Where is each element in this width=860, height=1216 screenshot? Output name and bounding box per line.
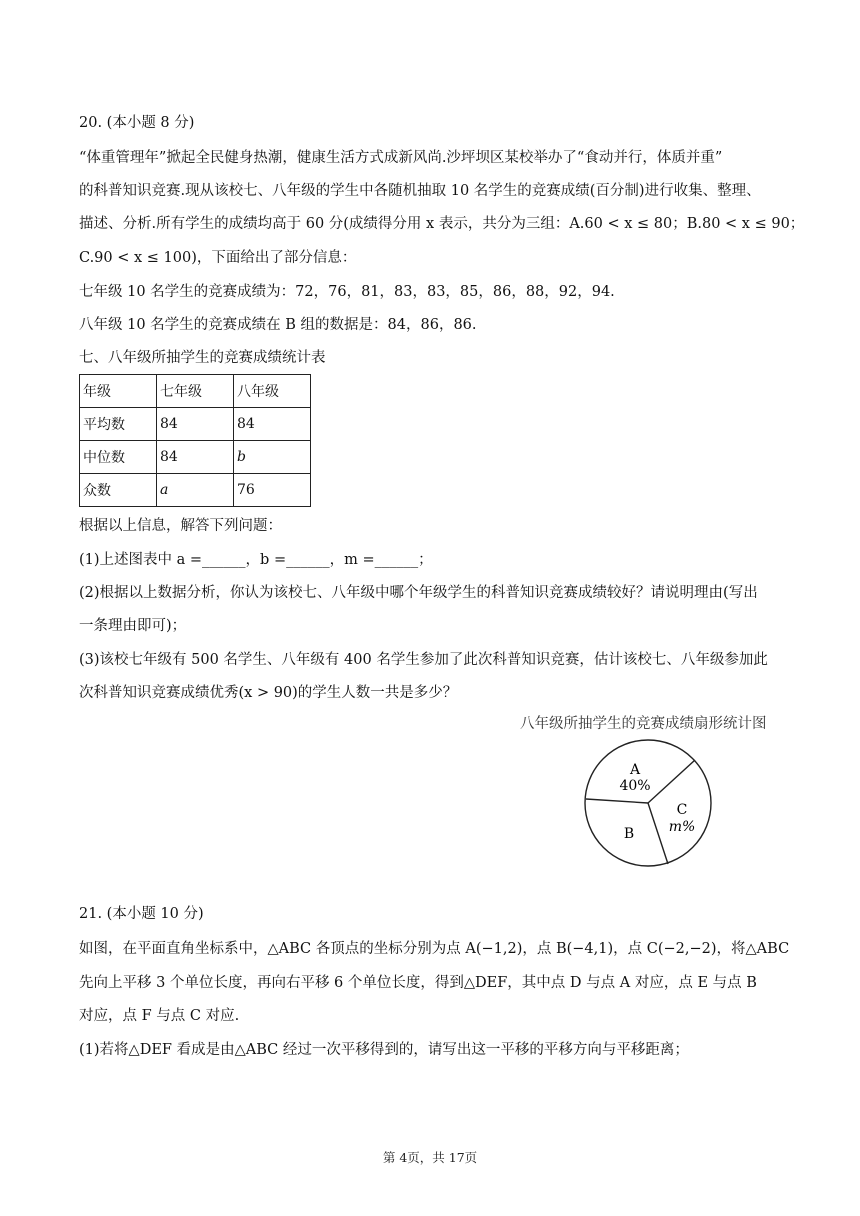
pie-label-c: C xyxy=(676,802,688,818)
table-header-cell: 八年级 xyxy=(234,375,311,408)
question-21-paragraph-line: 对应，点 F 与点 C 对应. xyxy=(79,1008,240,1024)
statistics-table xyxy=(79,374,311,507)
part-2-line: 一条理由即可)； xyxy=(79,618,187,634)
question-20-paragraph-line: C.90 < x ≤ 100)，下面给出了部分信息： xyxy=(79,250,357,266)
table-cell: 中位数 xyxy=(80,441,157,474)
pie-percent-a: 40% xyxy=(619,778,651,794)
part-3-line: (3)该校七年级有 500 名学生、八年级有 400 名学生参加了此次科普知识竞赛，估计该校七、八年级参加此 xyxy=(79,652,768,668)
instruction-line: 根据以上信息，解答下列问题： xyxy=(79,518,282,534)
table-cell: 平均数 xyxy=(80,408,157,441)
table-cell: 76 xyxy=(234,474,311,507)
table-cell: 84 xyxy=(234,408,311,441)
question-21-paragraph-line: 如图，在平面直角坐标系中，△ABC 各顶点的坐标分别为点 A(−1,2)，点 B(−4,1)，点 C(−2,−2)，将△ABC xyxy=(79,941,790,957)
part-3-line: 次科普知识竞赛成绩优秀(x > 90)的学生人数一共是多少？ xyxy=(79,685,458,701)
table-header-row xyxy=(80,375,311,408)
pie-chart-title: 八年级所抽学生的竞赛成绩扇形统计图 xyxy=(520,716,767,732)
grade8-b-group-line: 八年级 10 名学生的竞赛成绩在 B 组的数据是：84，86，86. xyxy=(79,317,477,333)
page-footer: 第 4页，共 17页 xyxy=(382,1150,478,1165)
table-row xyxy=(80,441,311,474)
pie-chart xyxy=(578,738,718,868)
table-cell: 84 xyxy=(157,441,234,474)
table-cell: 众数 xyxy=(80,474,157,507)
pie-label-a: A xyxy=(629,762,641,778)
table-cell: a xyxy=(157,474,234,507)
question-20-heading: 20. (本小题 8 分) xyxy=(79,115,195,131)
question-20-paragraph-line: 的科普知识竞赛.现从该校七、八年级的学生中各随机抽取 10 名学生的竞赛成绩(百分制)进行收集、整理、 xyxy=(79,183,761,199)
question-21-paragraph-line: 先向上平移 3 个单位长度，再向右平移 6 个单位长度，得到△DEF，其中点 D 与点 A 对应，点 E 与点 B xyxy=(79,975,757,991)
table-row xyxy=(80,408,311,441)
pie-percent-c: m% xyxy=(668,819,696,835)
question-21-heading: 21. (本小题 10 分) xyxy=(79,906,204,922)
grade7-scores-line: 七年级 10 名学生的竞赛成绩为：72，76，81，83，83，85，86，88，92，94. xyxy=(79,284,615,300)
table-header-cell: 七年级 xyxy=(157,375,234,408)
table-cell: 84 xyxy=(157,408,234,441)
table-row xyxy=(80,474,311,507)
pie-label-b: B xyxy=(623,826,635,842)
question-20-paragraph-line: “体重管理年”掀起全民健身热潮，健康生活方式成新风尚.沙坪坝区某校举办了“食动并行，体质并重” xyxy=(79,150,723,166)
question-21-part-1-line: (1)若将△DEF 看成是由△ABC 经过一次平移得到的，请写出这一平移的平移方向与平移距离； xyxy=(79,1042,689,1058)
part-2-line: (2)根据以上数据分析，你认为该校七、八年级中哪个年级学生的科普知识竞赛成绩较好？请说明理由(写出 xyxy=(79,585,758,601)
table-header-cell: 年级 xyxy=(80,375,157,408)
question-20-paragraph-line: 描述、分析.所有学生的成绩均高于 60 分(成绩得分用 x 表示，共分为三组：A.60 < x ≤ 80；B.80 < x ≤ 90； xyxy=(79,216,805,232)
table-title: 七、八年级所抽学生的竞赛成绩统计表 xyxy=(79,350,326,366)
table-cell: b xyxy=(234,441,311,474)
part-1-line: (1)上述图表中 a =______，b =______，m =______； xyxy=(79,552,433,568)
